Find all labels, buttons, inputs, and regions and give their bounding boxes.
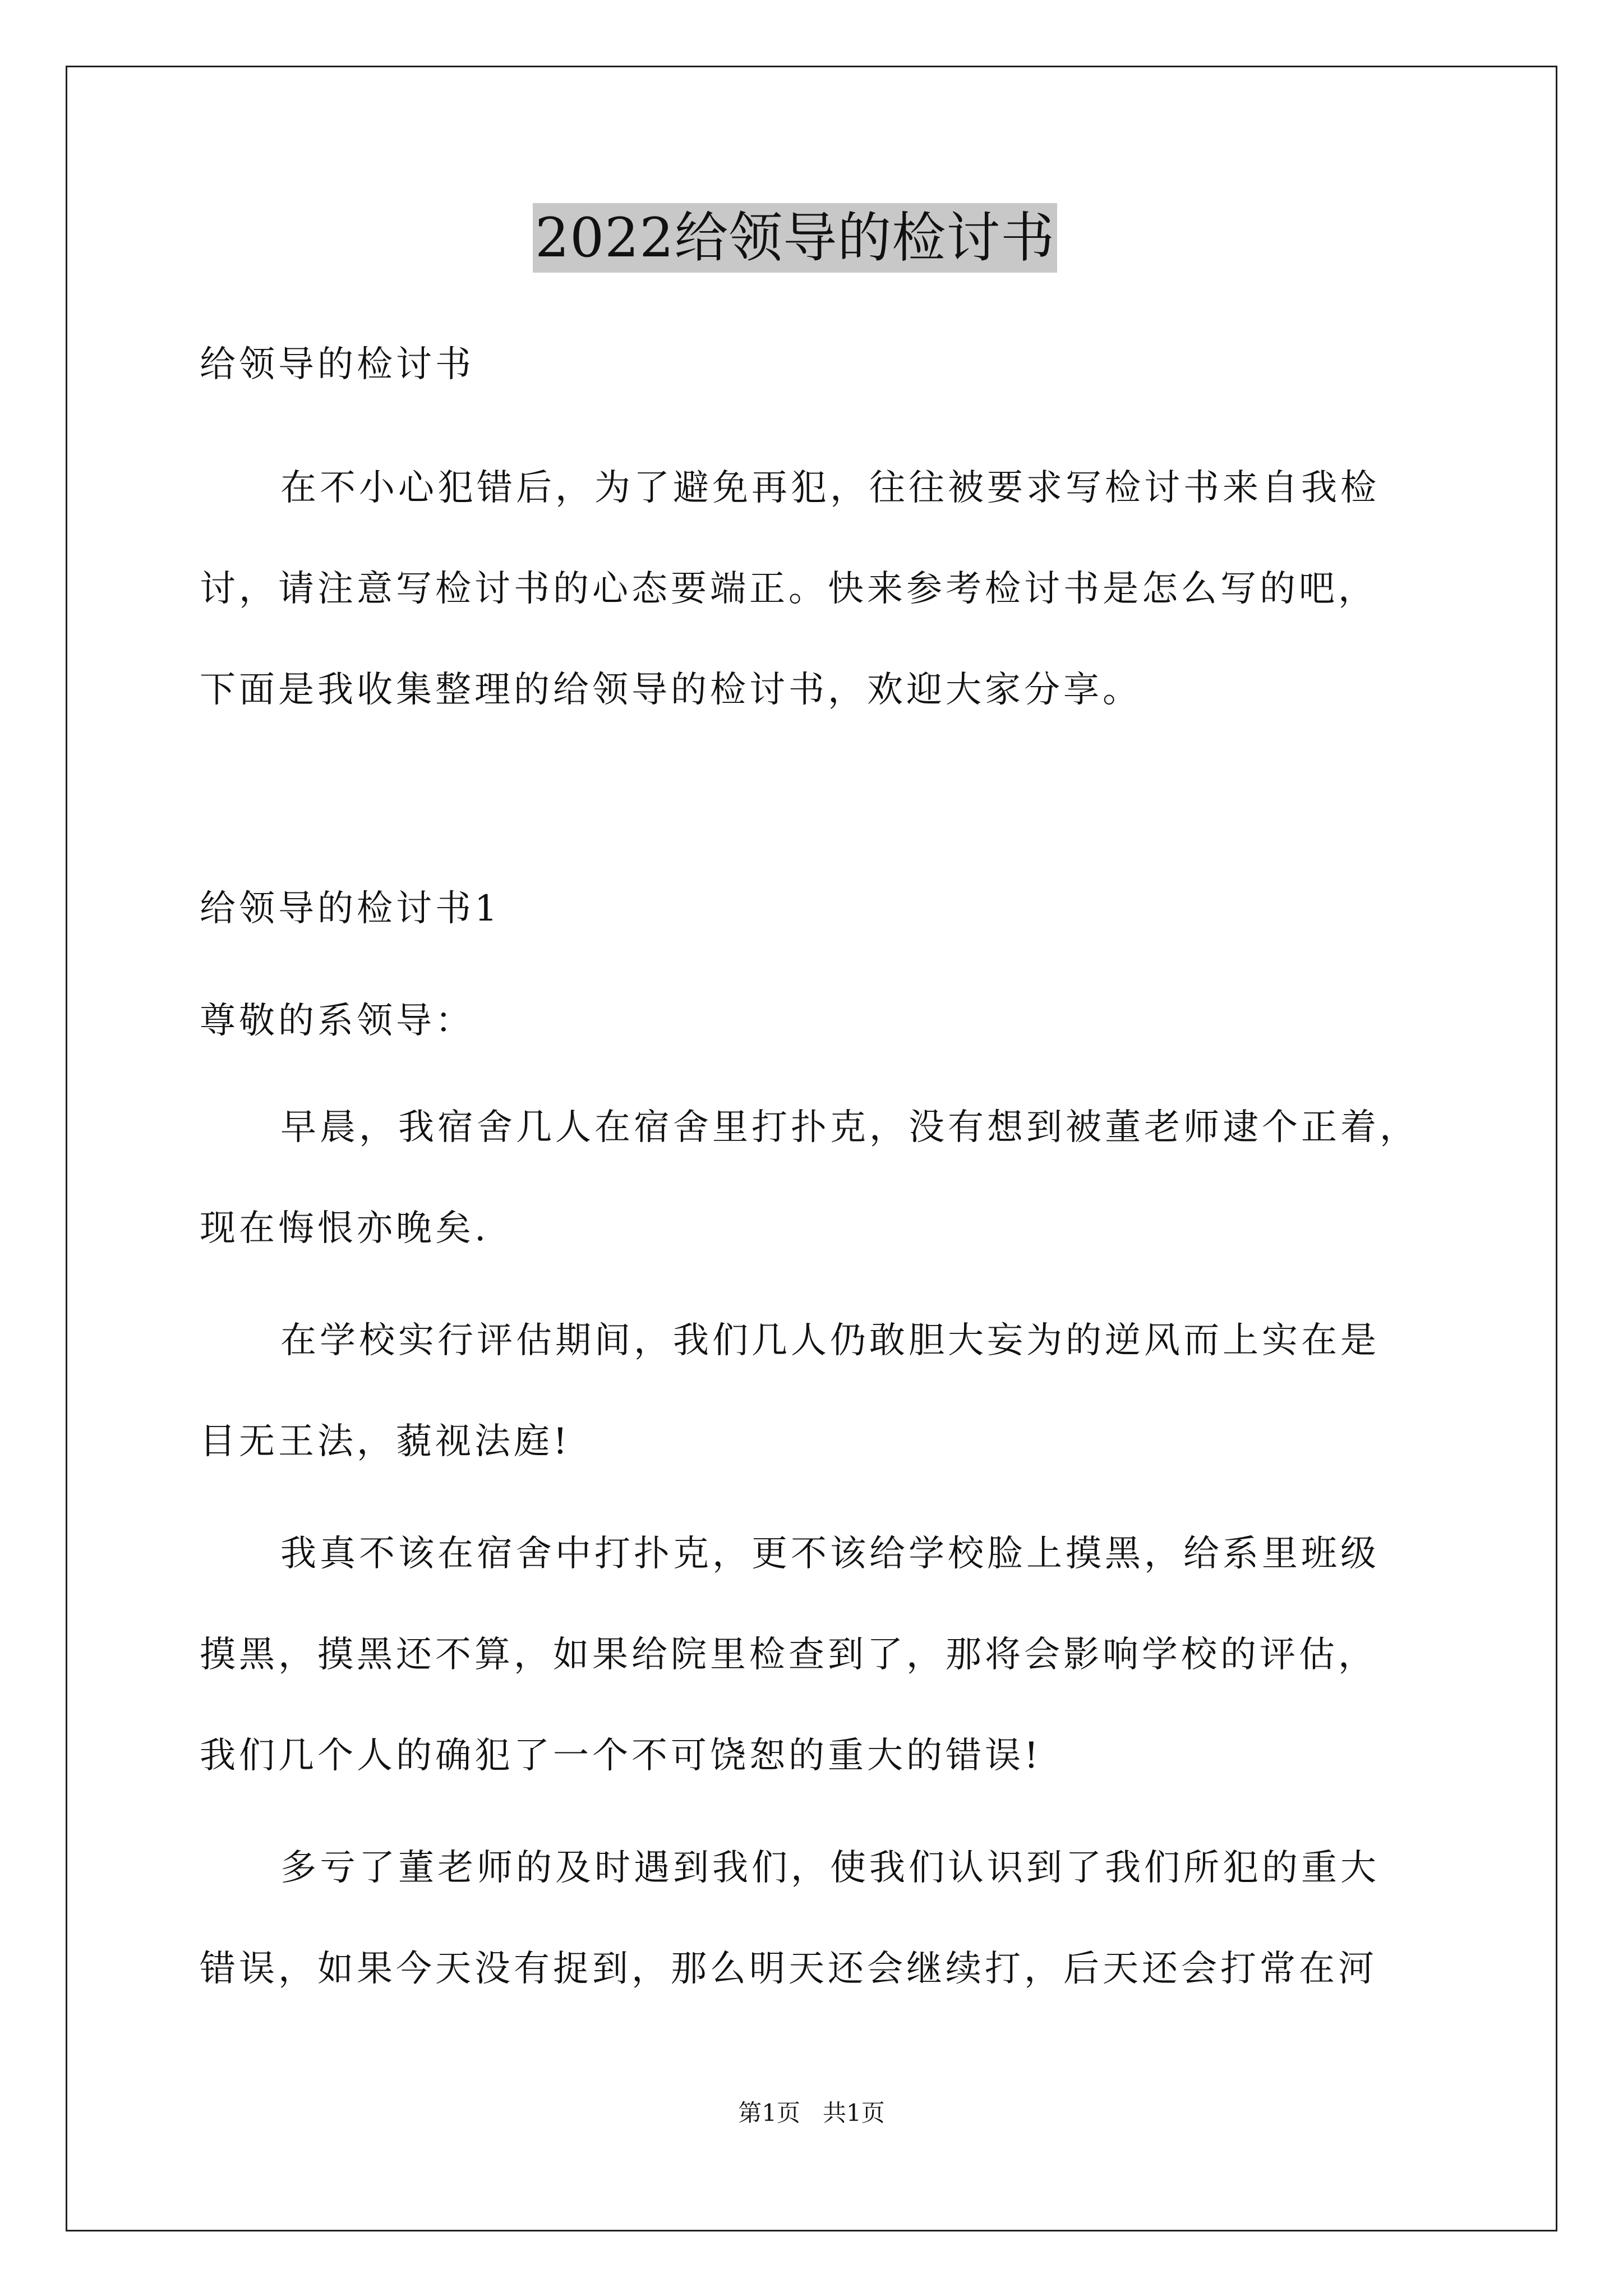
- body-paragraph-line: 早晨，我宿舍几人在宿舍里打扑克，没有想到被董老师逮个正着，: [280, 1107, 1419, 1148]
- body-paragraph-line: 多亏了董老师的及时遇到我们，使我们认识到了我们所犯的重大: [280, 1847, 1380, 1889]
- letter-heading: 给领导的检讨书1: [200, 888, 501, 930]
- intro-paragraph-line: 下面是我收集整理的给领导的检讨书，欢迎大家分享。: [200, 669, 1142, 711]
- section-heading: 给领导的检讨书: [200, 344, 474, 385]
- body-paragraph-line: 在学校实行评估期间，我们几人仍敢胆大妄为的逆风而上实在是: [280, 1320, 1380, 1361]
- document-title: 2022给领导的检讨书: [533, 203, 1057, 273]
- body-paragraph-line: 错误，如果今天没有捉到，那么明天还会继续打，后天还会打常在河: [200, 1948, 1377, 1990]
- page-number-footer: 第1页 共1页: [738, 2099, 885, 2127]
- body-paragraph-line: 我真不该在宿舍中打扑克，更不该给学校脸上摸黑，给系里班级: [280, 1533, 1380, 1575]
- salutation: 尊敬的系领导：: [200, 1000, 474, 1042]
- body-paragraph-line: 摸黑，摸黑还不算，如果给院里检查到了，那将会影响学校的评估，: [200, 1634, 1377, 1676]
- body-paragraph-line: 目无王法，藐视法庭!: [200, 1421, 571, 1462]
- intro-paragraph-line: 讨，请注意写检讨书的心态要端正。快来参考检讨书是怎么写的吧，: [200, 568, 1377, 610]
- body-paragraph-line: 现在悔恨亦晚矣.: [200, 1208, 490, 1249]
- intro-paragraph-line: 在不小心犯错后，为了避免再犯，往往被要求写检讨书来自我检: [280, 467, 1380, 509]
- body-paragraph-line: 我们几个人的确犯了一个不可饶恕的重大的错误!: [200, 1735, 1042, 1777]
